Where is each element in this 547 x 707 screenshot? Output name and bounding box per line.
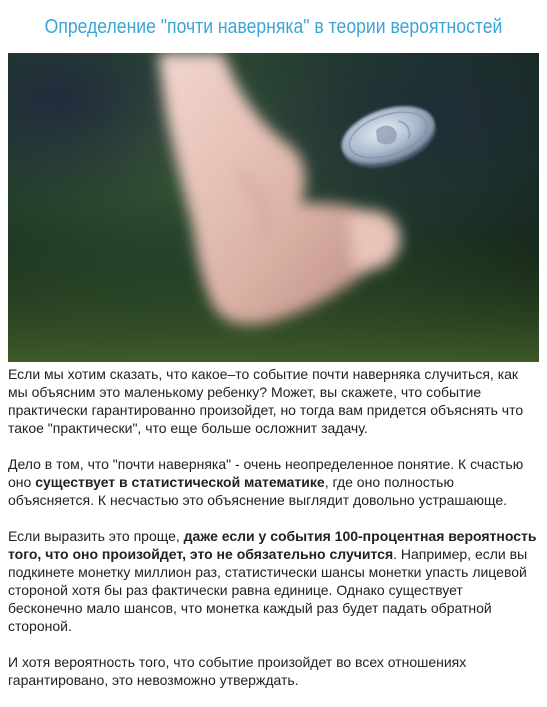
article-paragraph <box>8 653 539 689</box>
article-paragraph <box>8 455 539 509</box>
paragraph-text: Дело в том, что "почти наверняка" - очень неопределенное понятие. К счастью оно <box>8 456 524 490</box>
paragraph-text: Если выразить это проще, <box>8 528 184 544</box>
emphasized-text: даже если у события 100-процентная вероятность того, что оно произойдет, это не обязательно случится <box>8 528 537 562</box>
paragraph-text: Если мы хотим сказать, что какое–то событие почти наверняка случиться, как мы объясним это маленькому ребенку? Может, вы скажете, что событие практически гарантированно произойдет, но тогда вам придется объяснять что такое "практически", что еще больше осложнит задачу. <box>8 366 524 436</box>
article-title: Определение "почти наверняка" в теории вероятностей <box>44 16 503 38</box>
coin-toss-photo <box>8 53 539 362</box>
paragraph-text: И хотя вероятность того, что событие произойдет во всех отношениях гарантировано, это невозможно утверждать. <box>8 654 467 688</box>
article-paragraph <box>8 527 539 635</box>
emphasized-text: существует в статистической математике <box>35 474 325 490</box>
paragraph-text: . Например, если вы подкинете монетку миллион раз, статистически шансы монетки упасть лицевой стороной хотя бы раз фактически равна единице. Однако существует бесконечно мало шансов, что монетка каждый раз будет падать обратной стороной. <box>8 546 528 634</box>
paragraph-text: , где оно полностью объясняется. К несчастью это объяснение выглядит довольно устрашающе. <box>8 474 507 508</box>
coin-toss-illustration <box>8 53 539 362</box>
article-paragraph <box>8 365 539 437</box>
article-body <box>8 365 539 707</box>
